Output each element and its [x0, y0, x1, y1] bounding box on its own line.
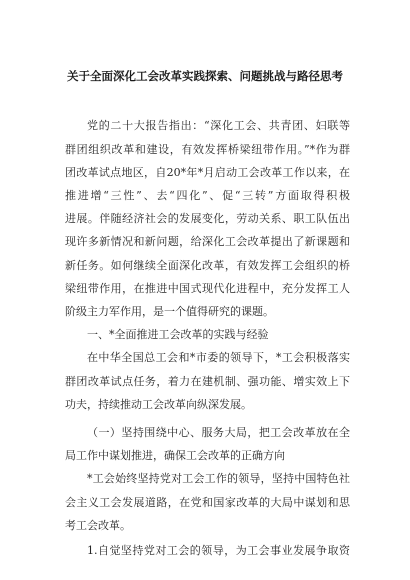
paragraph-line: 阶级主力军作用，是一个值得研究的课题。 — [65, 305, 274, 318]
paragraph-line: 进展。伴随经济社会的发展变化，劳动关系、职工队伍出 — [65, 212, 350, 225]
paragraph-line: 在中华全国总工会和*市委的领导下，*工会积极落实 — [87, 351, 350, 364]
paragraph-line: 群团组织改革和建设，有效发挥桥梁纽带作用。”*作为群 — [65, 143, 350, 156]
section-heading: 一、*全面推进工会改革的实践与经验 — [87, 328, 269, 341]
numbered-item: 1.自觉坚持党对工会的领导，为工会事业发展争取资 — [87, 544, 350, 557]
paragraph-line: 考工会改革。 — [65, 519, 131, 532]
paragraph-line: 会主义工会发展道路，在党和国家改革的大局中谋划和思 — [65, 496, 350, 509]
subsection-heading: （一）坚持围绕中心、服务大局，把工会改革放在全 — [87, 426, 350, 439]
paragraph-line: 梁纽带作用，在推进中国式现代化进程中，充分发挥工人 — [65, 282, 350, 295]
document-title: 关于全面深化工会改革实践探索、问题挑战与路径思考 — [67, 69, 343, 83]
paragraph-line: 团改革试点地区，自20*年*月启动工会改革工作以来，在 — [65, 166, 350, 179]
subsection-heading: 局工作中谋划推进，确保工会改革的正确方向 — [65, 449, 285, 462]
paragraph-line: 功夫，持续推动工会改革向纵深发展。 — [65, 398, 252, 411]
paragraph-line: *工会始终坚持党对工会工作的领导，坚持中国特色社 — [87, 472, 350, 485]
paragraph-line: 党的二十大报告指出：“深化工会、共青团、妇联等 — [87, 119, 350, 132]
paragraph-line: 现许多新情况和新问题，给深化工会改革提出了新课题和 — [65, 235, 350, 248]
paragraph-line: 新任务。如何继续全面深化改革，有效发挥工会组织的桥 — [65, 259, 350, 272]
paragraph-line: 群团改革试点任务，着力在建机制、强功能、增实效上下 — [65, 375, 350, 388]
paragraph-line: 推进增“三性”、去“四化”、促“三转”方面取得积极 — [65, 189, 350, 202]
